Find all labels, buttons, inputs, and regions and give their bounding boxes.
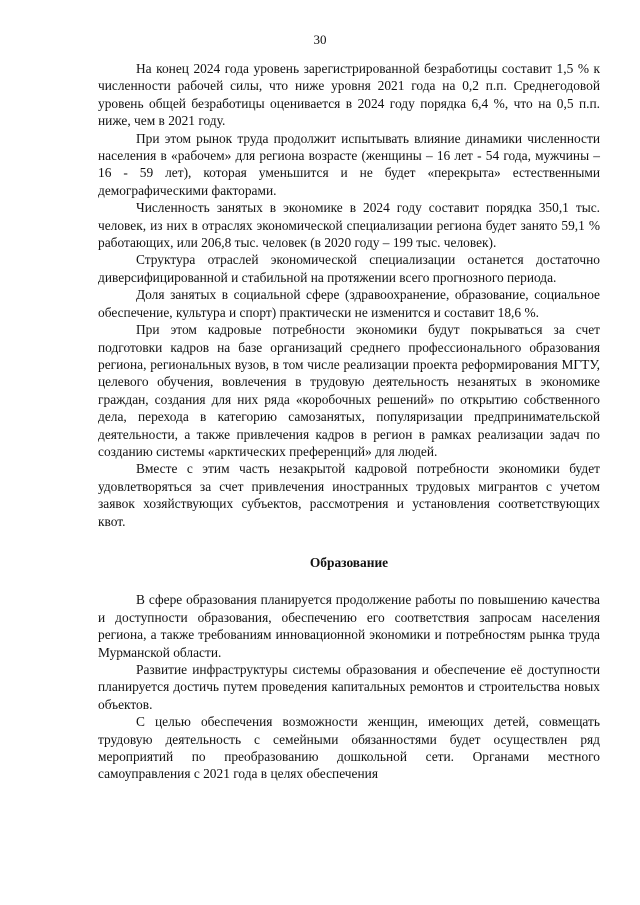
paragraph: Развитие инфраструктуры системы образования и обеспечение её доступности планируется достичь путем проведения капитальных ремонтов и строительства новых объектов.: [98, 662, 600, 712]
section-heading: Образование: [309, 554, 389, 570]
paragraph: При этом кадровые потребности экономики будут покрываться за счет подготовки кадров на базе организаций среднего профессионального образования региона, региональных вузов, в том числе реализации проекта реформирования МГТУ, целевого обучения, вовлечения в трудовую деятельность незанятых в экономике граждан, создания для них ряда «коробочных решений» по открытию собственного дела, перехода в категорию самозанятых, популяризации предпринимательской деятельности, а также привлечения кадров в регион в рамках реализации задач по созданию системы «арктических преференций» для людей.: [98, 322, 600, 459]
paragraph: При этом рынок труда продолжит испытывать влияние динамики численности населения в «рабочем» для региона возрасте (женщины – 16 лет - 54 года, мужчины – 16 - 59 лет), которая уменьшится и не будет «перекрыта» естественными демографическими факторами.: [98, 130, 600, 198]
paragraph: С целью обеспечения возможности женщин, имеющих детей, совмещать трудовую деятельность с семейными обязанностями будет осуществлен ряд мероприятий по преобразованию дошкольной сети. Органами местного самоуправления с 2021 года в целях обеспечения: [98, 714, 600, 782]
paragraph: Численность занятых в экономике в 2024 году составит порядка 350,1 тыс. человек, из них в отраслях экономической специализации региона будет занято 59,1 % работающих, или 206,8 тыс. человек (в 2020 году – 199 тыс. человек).: [98, 200, 600, 251]
paragraph: На конец 2024 года уровень зарегистрированной безработицы составит 1,5 % к численности рабочей силы, что ниже уровня 2021 года на 0,2 п.п. Среднегодовой уровень общей безработицы оценивается в 2024 году порядка 6,4 %, что на 0,5 п.п. ниже, чем в 2021 году.: [98, 61, 600, 129]
page-number: 30: [313, 32, 327, 47]
paragraph: В сфере образования планируется продолжение работы по повышению качества и доступности образования, обеспечению его соответствия запросам населения региона, а также требованиям инновационной экономики и потребностям рынка труда Мурманской области.: [98, 592, 600, 660]
document-body: [98, 60, 600, 783]
paragraph: Доля занятых в социальной сфере (здравоохранение, образование, социальное обеспечение, культура и спорт) практически не изменится и составит 18,6 %.: [98, 287, 600, 320]
paragraph: Структура отраслей экономической специализации останется достаточно диверсифицированной и стабильной на протяжении всего прогнозного периода.: [98, 252, 600, 285]
paragraph: Вместе с этим часть незакрытой кадровой потребности экономики будет удовлетворяться за счет привлечения иностранных трудовых мигрантов с учетом заявок хозяйствующих субъектов, рассмотрения и установления соответствующих квот.: [98, 461, 600, 529]
